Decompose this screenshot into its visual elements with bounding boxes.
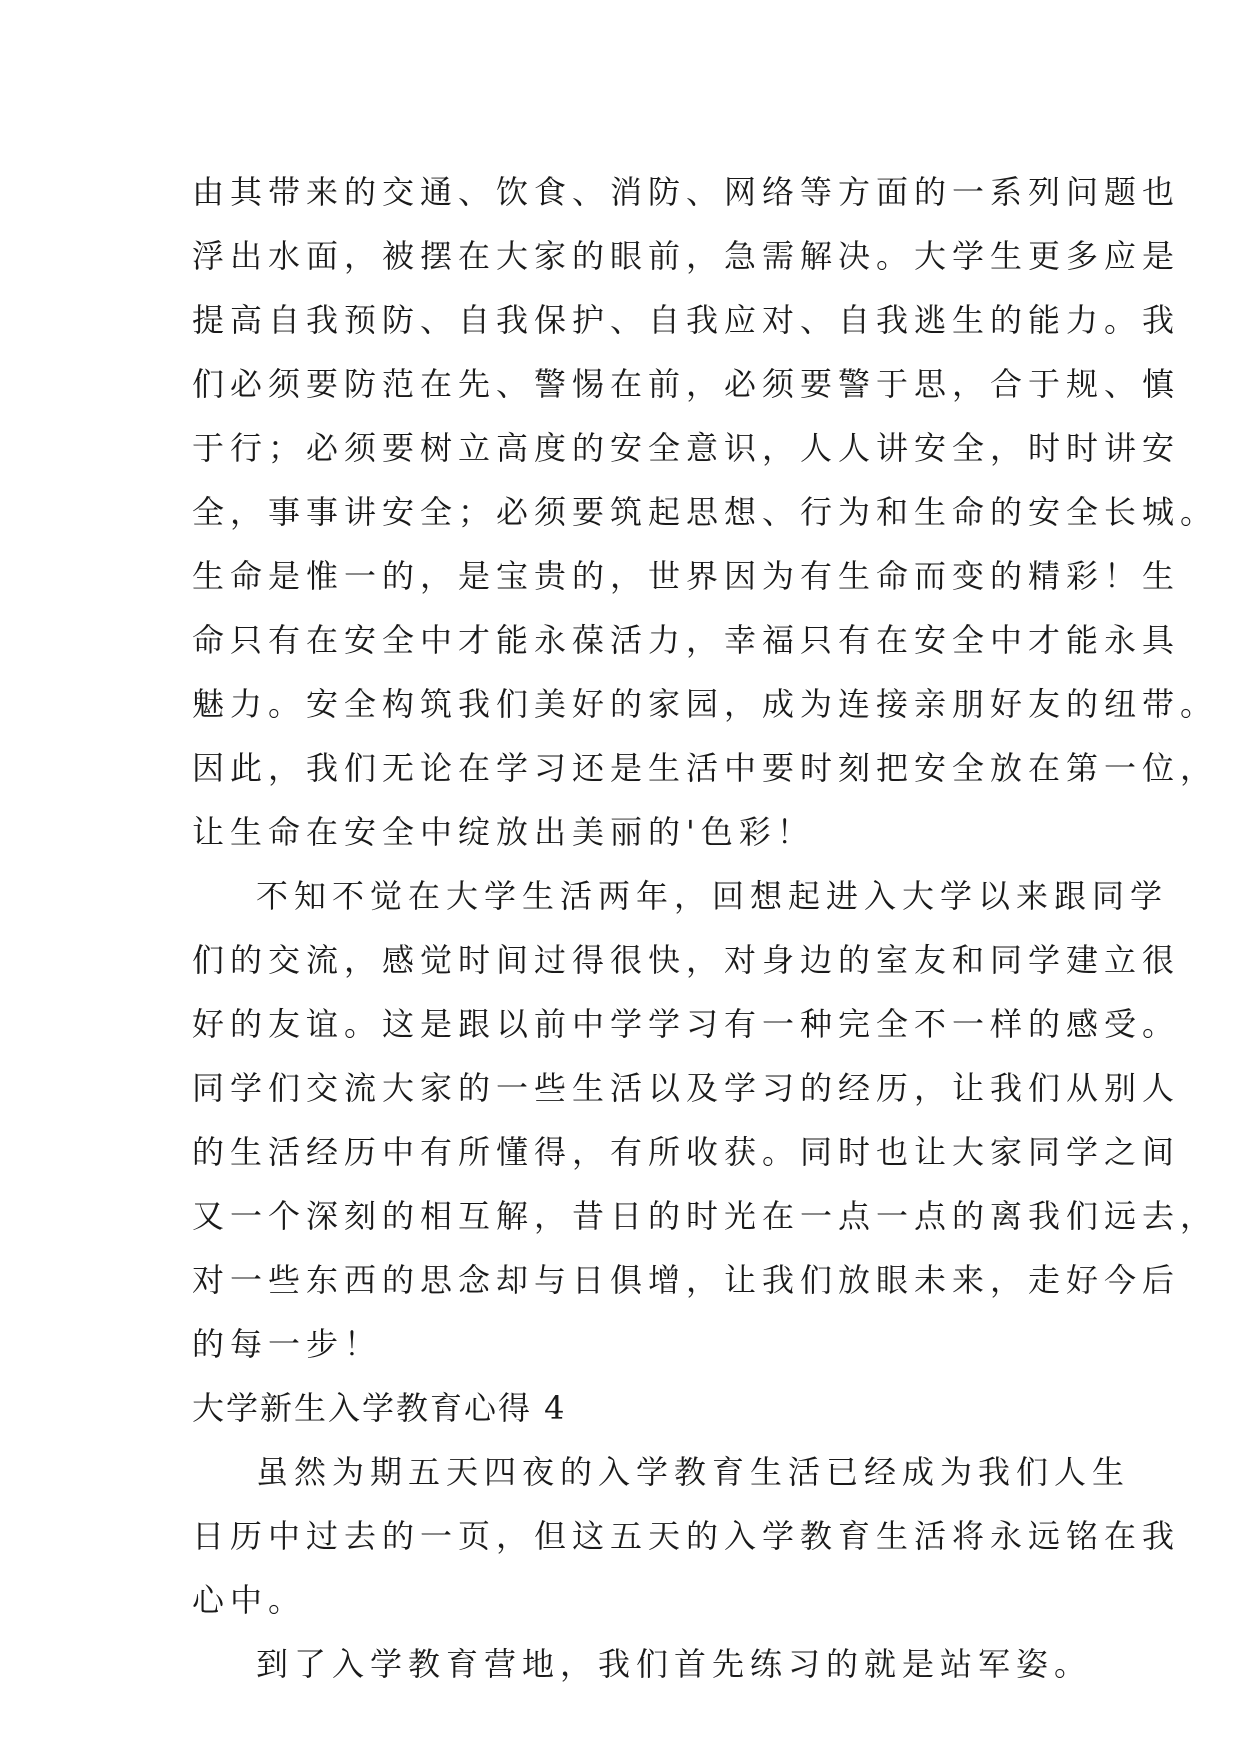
paragraph-safety xyxy=(192,160,1219,864)
text-line: 虽然为期五天四夜的入学教育生活已经成为我们人生 xyxy=(256,1453,1131,1491)
text-line: 由其带来的交通、饮食、消防、网络等方面的一系列问题也 xyxy=(192,173,1181,211)
text-line: 们必须要防范在先、警惕在前，必须要警于思，合于规、慎 xyxy=(192,365,1181,403)
paragraph-military-posture xyxy=(192,1632,1093,1696)
text-line: 到了入学教育营地，我们首先练习的就是站军姿。 xyxy=(256,1645,1093,1683)
text-line: 日历中过去的一页，但这五天的入学教育生活将永远铭在我 xyxy=(192,1517,1181,1555)
document-body xyxy=(192,160,1219,1696)
text-line: 因此，我们无论在学习还是生活中要时刻把安全放在第一位， xyxy=(192,749,1219,787)
text-line: 的生活经历中有所懂得，有所收获。同时也让大家同学之间 xyxy=(192,1133,1181,1171)
text-line: 心中。 xyxy=(192,1581,307,1619)
text-line: 们的交流，感觉时间过得很快，对身边的室友和同学建立很 xyxy=(192,941,1181,979)
text-line: 魅力。安全构筑我们美好的家园，成为连接亲朋好友的纽带。 xyxy=(192,685,1219,723)
paragraph-two-years xyxy=(192,864,1219,1376)
text-line: 让生命在安全中绽放出美丽的'色彩！ xyxy=(192,813,815,851)
text-line: 生命是惟一的，是宝贵的，世界因为有生命而变的精彩！生 xyxy=(192,557,1181,595)
text-line: 命只有在安全中才能永葆活力，幸福只有在安全中才能永具 xyxy=(192,621,1181,659)
text-line: 浮出水面，被摆在大家的眼前，急需解决。大学生更多应是 xyxy=(192,237,1181,275)
paragraph-orientation xyxy=(192,1440,1181,1632)
section-heading: 大学新生入学教育心得 4 xyxy=(192,1389,567,1427)
text-line: 的每一步！ xyxy=(192,1325,383,1363)
text-line: 对一些东西的思念却与日俱增，让我们放眼未来，走好今后 xyxy=(192,1261,1181,1299)
text-line: 提高自我预防、自我保护、自我应对、自我逃生的能力。我 xyxy=(192,301,1181,339)
text-line: 同学们交流大家的一些生活以及学习的经历，让我们从别人 xyxy=(192,1069,1181,1107)
text-line: 不知不觉在大学生活两年，回想起进入大学以来跟同学 xyxy=(256,877,1169,915)
text-line: 于行；必须要树立高度的安全意识，人人讲安全，时时讲安 xyxy=(192,429,1181,467)
text-line: 好的友谊。这是跟以前中学学习有一种完全不一样的感受。 xyxy=(192,1005,1181,1043)
text-line: 又一个深刻的相互解，昔日的时光在一点一点的离我们远去， xyxy=(192,1197,1219,1235)
text-line: 全，事事讲安全；必须要筑起思想、行为和生命的安全长城。 xyxy=(192,493,1219,531)
